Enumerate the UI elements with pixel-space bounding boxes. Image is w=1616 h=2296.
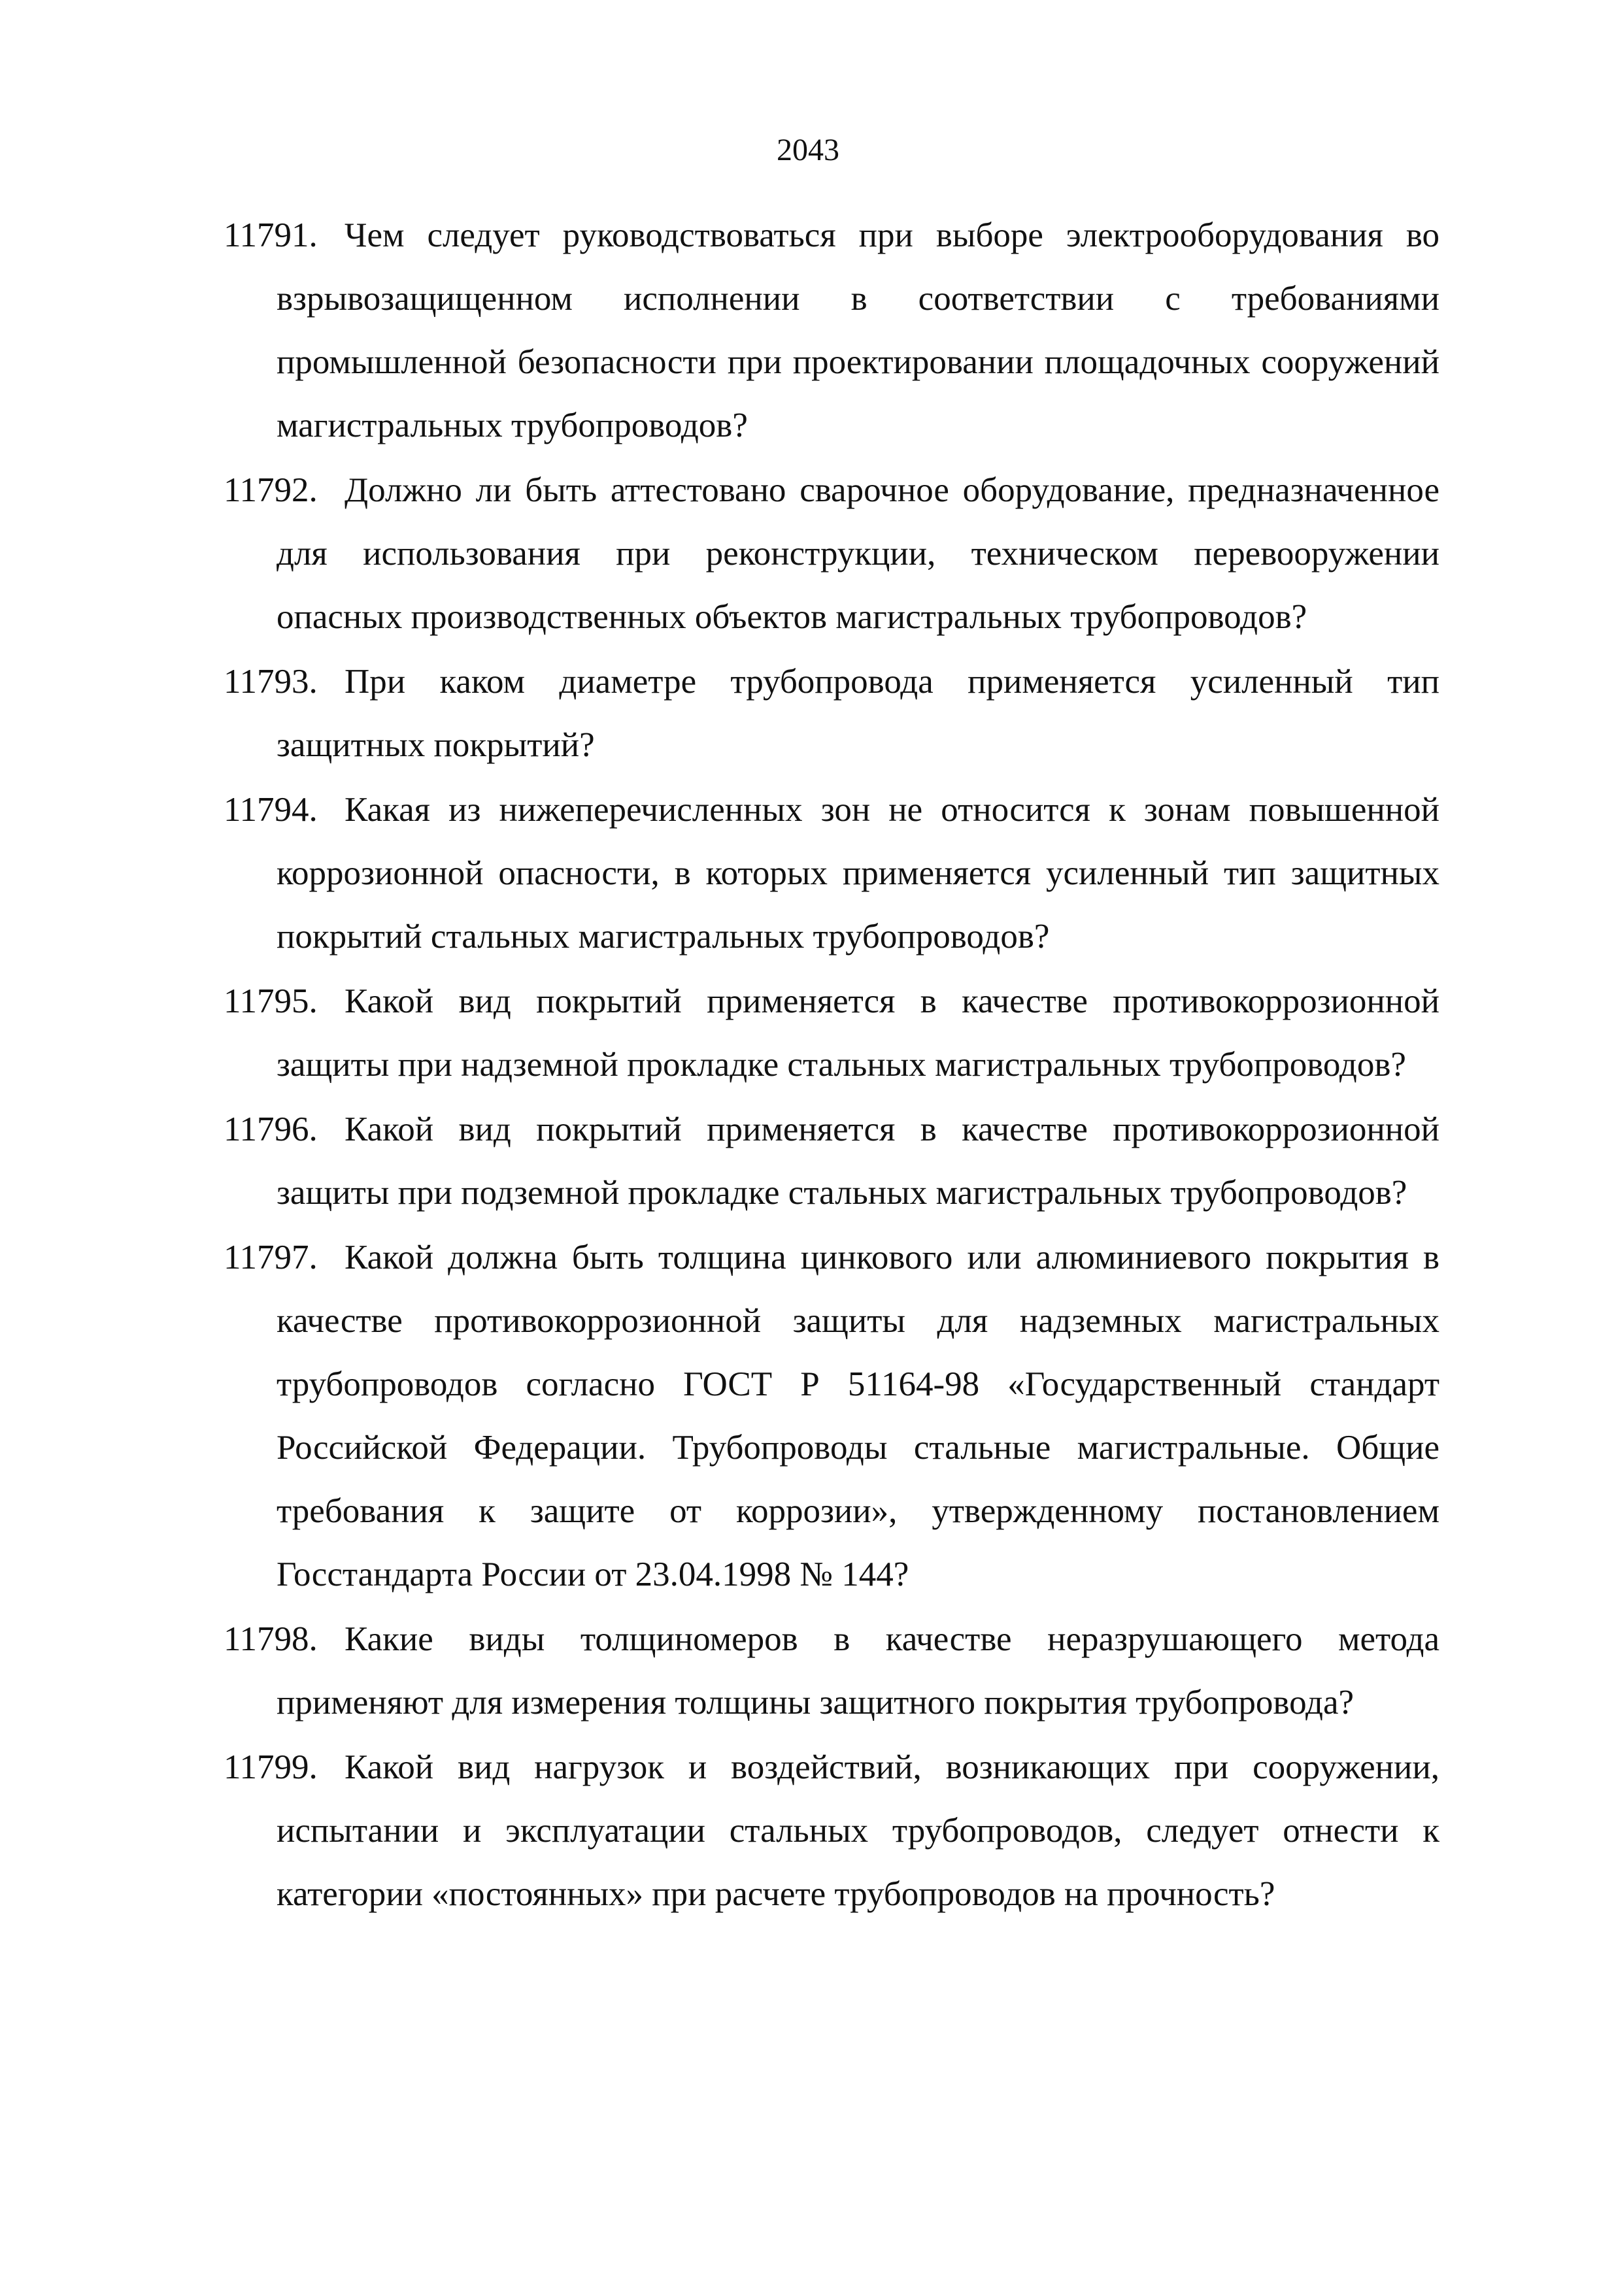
question-number: 11796. [224,1110,318,1148]
question-text: Какой вид нагрузок и воздействий, возникающих при сооружении, испытании и эксплуатации стальных трубопроводов, следует отнести к категории «постоянных» при расчете трубопроводов на прочность? [277,1748,1439,1913]
question-item [224,650,1439,777]
question-text: Чем следует руководствоваться при выборе электрооборудования во взрывозащищенном исполнении в соответствии с требованиями промышленной безопасности при проектировании площадочных сооружений магистральных трубопроводов? [277,216,1439,444]
question-item [224,1226,1439,1606]
question-number: 11799. [224,1748,318,1786]
page-number: 2043 [777,133,839,167]
question-item [224,459,1439,649]
question-number: 11797. [224,1239,318,1276]
question-number: 11795. [224,982,318,1020]
question-item [224,1608,1439,1735]
question-text: Должно ли быть аттестовано сварочное оборудование, предназначенное для использования при реконструкции, техническом перевооружении опасных производственных объектов магистральных трубопроводов? [277,471,1439,636]
question-number: 11798. [224,1620,318,1658]
question-text: Какая из нижеперечисленных зон не относится к зонам повышенной коррозионной опасности, в которых применяется усиленный тип защитных покрытий стальных магистральных трубопроводов? [277,791,1439,956]
question-item [224,1736,1439,1926]
question-number: 11791. [224,216,318,254]
question-number: 11794. [224,791,318,829]
question-item [224,970,1439,1097]
question-item [224,778,1439,969]
question-text: Какой вид покрытий применяется в качестве противокоррозионной защиты при надземной прокладке стальных магистральных трубопроводов? [277,982,1439,1084]
question-text: При каком диаметре трубопровода применяется усиленный тип защитных покрытий? [277,663,1439,764]
question-item [224,1098,1439,1225]
question-text: Какой вид покрытий применяется в качестве противокоррозионной защиты при подземной прокладке стальных магистральных трубопроводов? [277,1110,1439,1212]
question-list [224,204,1439,1927]
question-item [224,204,1439,458]
question-text: Какие виды толщиномеров в качестве неразрушающего метода применяют для измерения толщины защитного покрытия трубопровода? [277,1620,1439,1722]
question-number: 11792. [224,471,318,509]
question-number: 11793. [224,663,318,701]
question-text: Какой должна быть толщина цинкового или алюминиевого покрытия в качестве противокоррозионной защиты для надземных магистральных трубопроводов согласно ГОСТ Р 51164-98 «Государственный стандарт Российской Федерации. Трубопроводы стальные магистральные. Общие требования к защите от коррозии», утвержденному постановлением Госстандарта России от 23.04.1998 № 144? [277,1239,1439,1593]
